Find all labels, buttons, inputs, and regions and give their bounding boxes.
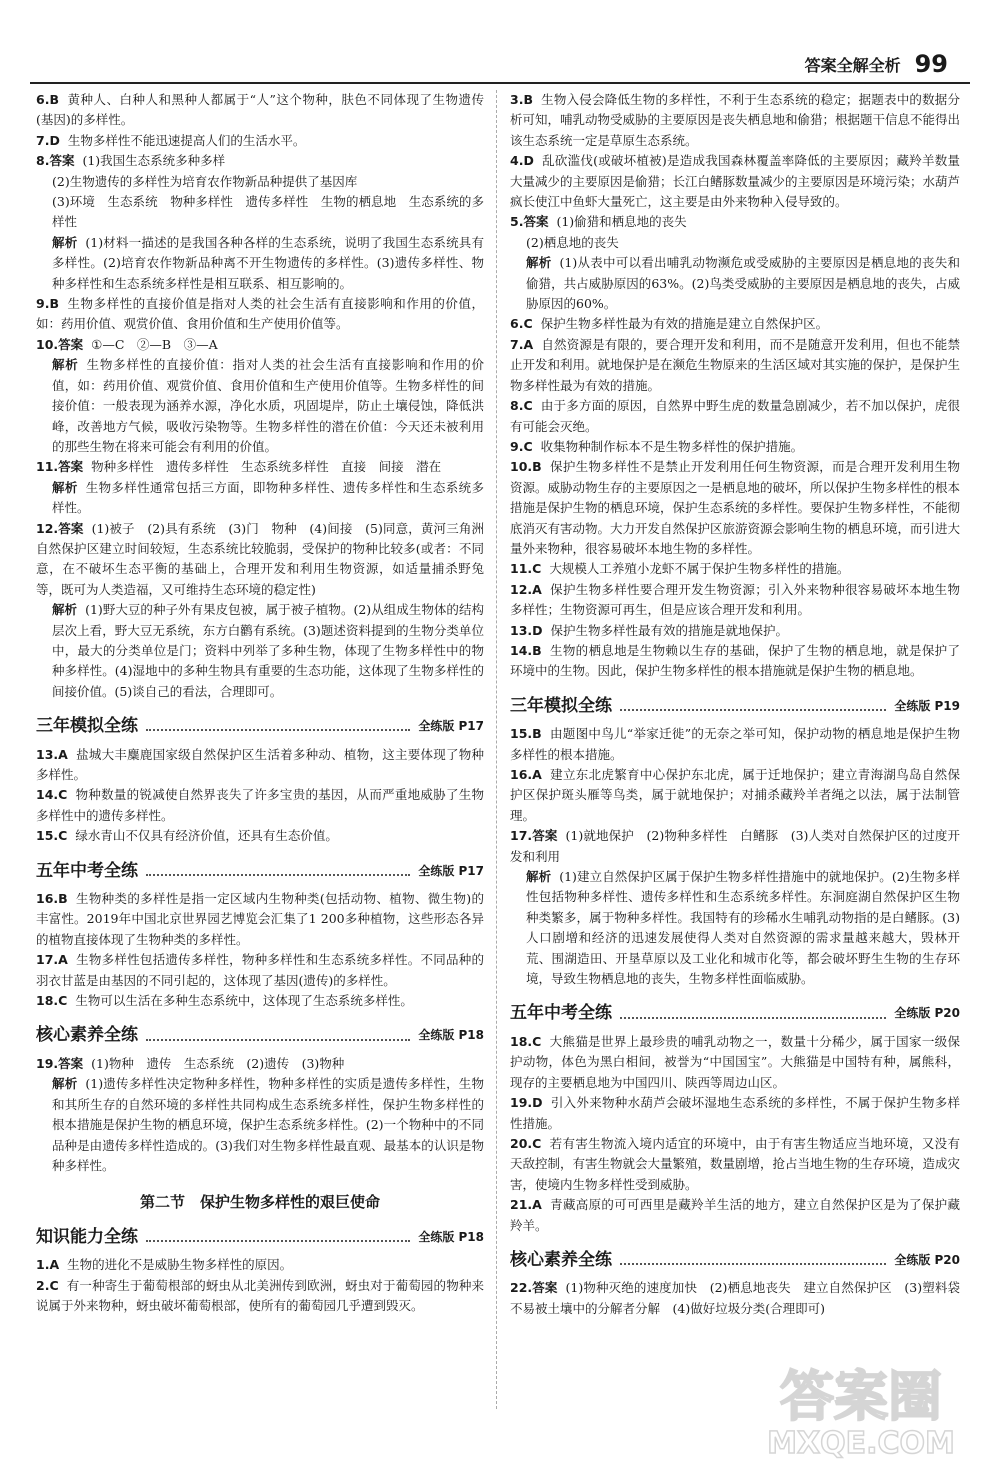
- answer-text: (1)偷猎和栖息地的丧失: [556, 214, 687, 230]
- analysis-text: (1)野大豆的种子外有果皮包被，属于被子植物。(2)从组成生物体的结构层次上看，野大豆无系统，东方白鹳有系统。(3)题述资料提到的生物分类单位中，最大的分类单位是门；资料中列举了多种生物，体现了生物多样性中的物种多样性。(4)湿地中的多种生物具有重要的生态功能，这体现了生物多样性的间接价值。(5)谈自己的看法，合理即可。: [52, 602, 484, 699]
- answer-text: 物种数量的锐减使自然界丧失了许多宝贵的基因，从而严重地威胁了生物多样性中的遗传多样性。: [36, 787, 484, 823]
- answer-text: 绿水青山不仅具有经济价值，还具有生态价值。: [75, 828, 338, 844]
- answer-item: [510, 1278, 960, 1319]
- answer-number: 4.D: [510, 153, 534, 169]
- answer-item: [510, 826, 960, 989]
- answer-number: 11.答案: [36, 459, 84, 475]
- analysis-text: (1)建立自然保护区属于保护生物多样性措施中的就地保护。(2)生物多样性包括物种多样性、遗传多样性和生态系统多样性。东洞庭湖自然保护区生物种类繁多，属于物种多样性。我国特有的珍稀水生哺乳动物指的是白鳍豚。(3)人口剧增和经济的迅速发展使得人类对自然资源的需求量越来越大，毁林开荒、围湖造田、开垦草原以及工业化和城市化等，都会破坏野生生物的生存环境，导致生物栖息地的丧失，生物多样性面临威胁。: [526, 869, 960, 987]
- answer-text: 保护生物多样性不是禁止开发利用任何生物资源，而是合理开发利用生物资源。威胁动物生存的主要原因之一是栖息地的破坏，所以保护生物多样性的根本措施是保护生物的栖息环境，保护生态系统的多样性。要保护生物多样性，不能彻底消灭有害动物。大力开发自然保护区旅游资源会影响生物的栖息环境，而引进大量外来物种，很容易破坏本地生物的多样性。: [510, 459, 961, 556]
- analysis-text: (1)材料一描述的是我国各种各样的生态系统，说明了我国生态系统具有多样性。(2)培育农作物新品种离不开生物遗传的多样性。(3)遗传多样性、物种多样性和生态系统多样性是相互联系、相互影响的。: [52, 234, 484, 291]
- answer-text: (1)就地保护 (2)物种多样性 白鳍豚 (3)人类对自然保护区的过度开发和利用: [510, 828, 960, 864]
- section-ref: 全练版 P20: [894, 1252, 960, 1267]
- left-column: [36, 90, 484, 1409]
- answer-line: [36, 745, 484, 786]
- section-title: 三年模拟全练: [510, 695, 612, 716]
- answer-number: 20.C: [510, 1135, 542, 1151]
- answer-text: 乱砍滥伐(或破坏植被)是造成我国森林覆盖率降低的主要原因；藏羚羊数量大量减少的主要原因是偷猎；长江白鳍豚数量减少的主要原因是环境污染；水葫芦疯长使江中鱼虾大量死亡，这主要是由外来物种入侵导致的。: [510, 153, 961, 210]
- answer-text: 大熊猫是世界上最珍贵的哺乳动物之一，数量十分稀少，属于国家一级保护动物，体色为黑白相间，被誉为“中国国宝”。大熊猫是中国特有种，属熊科，现存的主要栖息地为中国四川、陕西等周边山区。: [510, 1033, 960, 1090]
- answer-text: (1)被子 (2)具有系统 (3)门 物种 (4)间接 (5)同意，黄河三角洲自然保护区建立时间较短，生态系统比较脆弱，受保护的物种比较多(或者：不同意，在不破坏生态平衡的基础上，合理开发和利用生物资源，如适量捕杀野兔等，既可为人类造福，又可维持生态环境的稳定性): [36, 520, 484, 597]
- analysis-label: 解析: [526, 255, 552, 271]
- answer-item: [36, 889, 484, 950]
- answer-line: [510, 151, 960, 212]
- answer-text: 生物入侵会降低生物的多样性，不利于生态系统的稳定；据题表中的数据分析可知，哺乳动物受威胁的主要原因是丧失栖息地和偷猎；根据题干信息不能得出该生态系统一定是草原生态系统。: [510, 92, 961, 148]
- answer-text: 由题图中鸟儿“举家迁徙”的无奈之举可知，保护动物的栖息地是保护生物多样性的根本措施。: [510, 726, 960, 762]
- answer-item: [510, 457, 960, 559]
- answer-line: [36, 1276, 484, 1317]
- column-divider: [496, 90, 497, 1409]
- section-header: [510, 1003, 960, 1023]
- answer-item: [36, 457, 484, 518]
- answer-number: 8.C: [510, 398, 533, 414]
- analysis-line: [36, 1074, 484, 1176]
- answer-text: 保护生物多样性最为有效的措施是建立自然保护区。: [540, 316, 829, 332]
- answer-number: 18.C: [510, 1033, 542, 1049]
- answer-item: [36, 151, 484, 294]
- analysis-text: (1)从表中可以看出哺乳动物濒危或受威胁的主要原因是栖息地的丧失和偷猎，共占威胁原因的63%。(2)鸟类受威胁的主要原因是栖息地的丧失，占威胁原因的60%。: [526, 255, 960, 312]
- answer-text: 生物多样性包括遗传多样性，物种多样性和生态系统多样性。不同品种的羽衣甘蓝是由基因的不同引起的，这体现了基因(遗传)的多样性。: [36, 952, 484, 988]
- answer-text: 自然资源是有限的，要合理开发和利用，而不是随意开发利用，但也不能禁止开发和利用。就地保护是在濒危生物原来的生活区域对其实施的保护，是保护生物多样性最为有效的措施。: [510, 336, 961, 393]
- answer-line: [510, 335, 960, 396]
- answer-line: [510, 1278, 960, 1319]
- answer-text: (1)物种 遗传 生态系统 (2)遗传 (3)物种: [91, 1055, 345, 1071]
- analysis-line: [36, 233, 484, 294]
- answer-line: [36, 991, 484, 1011]
- answer-line: [510, 212, 960, 232]
- answer-number: 1.A: [36, 1257, 60, 1273]
- left-sec1-list: [36, 745, 484, 847]
- right-sec1-list: [510, 724, 960, 989]
- answer-line: [510, 826, 960, 867]
- answer-line: [36, 1255, 484, 1275]
- analysis-label: 解析: [52, 234, 78, 250]
- header-title: 答案全解全析: [804, 56, 901, 75]
- answer-item: [510, 765, 960, 826]
- analysis-line: [36, 355, 484, 457]
- answer-line: [510, 1134, 960, 1195]
- answer-item: [510, 151, 960, 212]
- analysis-label: 解析: [52, 1076, 78, 1092]
- answer-text: 建立东北虎繁育中心保护东北虎，属于迁地保护；建立青海湖鸟岛自然保护区保护斑头雁等鸟类，属于就地保护；对捕杀藏羚羊者绳之以法，属于法制管理。: [510, 767, 960, 823]
- watermark-logo: [746, 1353, 976, 1463]
- answer-number: 12.A: [510, 581, 542, 597]
- section-title: 核心素养全练: [36, 1025, 138, 1046]
- answer-item: [510, 580, 960, 621]
- answer-item: [510, 396, 960, 437]
- left-sec3-list: [36, 1054, 484, 1176]
- section-title: 知识能力全练: [36, 1226, 138, 1247]
- answer-text: (2)栖息地的丧失: [526, 234, 619, 250]
- answer-item: [510, 1195, 960, 1236]
- answer-number: 18.C: [36, 993, 68, 1009]
- answer-number: 5.答案: [510, 214, 549, 230]
- answer-number: 17.A: [36, 952, 68, 968]
- answer-text: 由于多方面的原因，自然界中野生虎的数量急剧减少，若不加以保护，虎很有可能会灭绝。: [510, 398, 960, 434]
- page-number: 99: [914, 50, 948, 78]
- answer-number: 15.C: [36, 828, 68, 844]
- answer-number: 19.D: [510, 1095, 543, 1111]
- answer-text: (1)我国生态系统多种多样: [82, 153, 226, 169]
- answer-item: [36, 991, 484, 1011]
- chapter-title: 第二节 保护生物多样性的艰巨使命: [139, 1193, 380, 1212]
- answer-line: [510, 1032, 960, 1093]
- answer-line: [510, 1195, 960, 1236]
- right-top-list: [510, 90, 960, 682]
- answer-text: 盐城大丰麋鹿国家级自然保护区生活着多种动、植物，这主要体现了物种多样性。: [36, 746, 484, 782]
- analysis-line: [36, 478, 484, 519]
- answer-number: 9.C: [510, 438, 533, 454]
- answer-line: [510, 580, 960, 621]
- answer-number: 7.D: [36, 132, 60, 148]
- analysis-label: 解析: [52, 479, 78, 495]
- answer-line: [36, 172, 484, 192]
- answer-item: [510, 724, 960, 765]
- section-ref: 全练版 P20: [894, 1006, 960, 1021]
- answer-text: (3)环境 生态系统 物种多样性 遗传多样性 生物的栖息地 生态系统的多样性: [52, 194, 484, 230]
- answer-line: [510, 457, 960, 559]
- section-dots: [620, 1255, 886, 1265]
- answer-item: [36, 826, 484, 846]
- answer-text: 大规模人工养殖小龙虾不属于保护生物多样性的措施。: [549, 561, 850, 577]
- analysis-line: [36, 600, 484, 702]
- analysis-label: 解析: [52, 602, 78, 618]
- answer-number: 13.A: [36, 746, 68, 762]
- answer-line: [36, 335, 484, 355]
- answer-item: [36, 519, 484, 703]
- answer-text: 生物种类的多样性是指一定区域内生物种类(包括动物、植物、微生物)的丰富性。2019年中国北京世界园艺博览会汇集了1 200多种植物，这些形态各异的植物直接体现了生物种类的多样性。: [36, 891, 484, 947]
- page-header: [805, 52, 948, 76]
- section-title: 三年模拟全练: [36, 716, 138, 737]
- answer-number: 14.B: [510, 642, 542, 658]
- answer-item: [510, 90, 960, 151]
- section-ref: 全练版 P17: [418, 719, 484, 734]
- section-header: [36, 1025, 484, 1045]
- section-header: [36, 861, 484, 881]
- answer-line: [510, 233, 960, 253]
- answer-line: [36, 457, 484, 477]
- answer-line: [36, 519, 484, 601]
- left-sec2-list: [36, 889, 484, 1011]
- answer-item: [510, 212, 960, 314]
- answer-item: [510, 1093, 960, 1134]
- answer-text: 黄种人、白种人和黑种人都属于“人”这个物种，肤色不同体现了生物遗传(基因)的多样性。: [36, 92, 484, 128]
- answer-line: [510, 641, 960, 682]
- answer-line: [36, 90, 484, 131]
- left-sec4-list: [36, 1255, 484, 1316]
- answer-number: 15.B: [510, 726, 542, 742]
- answer-line: [510, 559, 960, 579]
- analysis-line: [510, 867, 960, 989]
- answer-line: [510, 437, 960, 457]
- answer-text: 青藏高原的可可西里是藏羚羊生活的地方，建立自然保护区是为了保护藏羚羊。: [510, 1197, 960, 1233]
- answer-text: 引入外来物种水葫芦会破坏湿地生态系统的多样性，不属于保护生物多样性措施。: [510, 1095, 960, 1131]
- answer-item: [510, 335, 960, 396]
- answer-number: 9.B: [36, 296, 59, 312]
- answer-number: 6.C: [510, 316, 533, 332]
- answer-number: 3.B: [510, 92, 533, 107]
- answer-line: [510, 314, 960, 334]
- analysis-line: [510, 253, 960, 314]
- answer-item: [36, 950, 484, 991]
- answer-line: [36, 826, 484, 846]
- left-top-list: [36, 90, 484, 702]
- section-header: [36, 716, 484, 736]
- answer-text: 生物的栖息地是生物赖以生存的基础，保护了生物的栖息地，就是保护了环境中的生物。因此，保护生物多样性的根本措施就是保护生物的栖息地。: [510, 642, 960, 679]
- analysis-text: (1)遗传多样性决定物种多样性，物种多样性的实质是遗传多样性，生物和其所生存的自然环境的多样性共同构成生态系统多样性，保护生物多样性的根本措施是保护生物的栖息环境，保护生态系统多样性。(2)一个物种中的不同品种是由遗传多样性造成的。(3)我们对生物多样性最直观、最基本的认识是物种多样性。: [52, 1076, 484, 1173]
- answer-item: [36, 335, 484, 457]
- answer-item: [510, 1032, 960, 1093]
- answer-item: [510, 559, 960, 579]
- answer-line: [36, 950, 484, 991]
- answer-line: [36, 1054, 484, 1074]
- answer-number: 14.C: [36, 787, 68, 803]
- answer-number: 16.A: [510, 767, 542, 782]
- right-sec2-list: [510, 1032, 960, 1236]
- answer-line: [36, 889, 484, 950]
- section-title: 核心素养全练: [510, 1249, 612, 1270]
- answer-number: 7.A: [510, 336, 534, 352]
- answer-text: 生物多样性不能迅速提高人们的生活水平。: [67, 132, 306, 148]
- section-dots: [146, 1031, 410, 1041]
- answer-item: [36, 1255, 484, 1275]
- answer-number: 12.答案: [36, 520, 84, 536]
- answer-text: 有一种寄生于葡萄根部的蚜虫从北美洲传到欧洲，蚜虫对于葡萄园的物种来说属于外来物种，蚜虫破坏葡萄根部，使所有的葡萄园几乎遭到毁灭。: [36, 1277, 484, 1313]
- section-dots: [146, 721, 410, 731]
- answer-number: 8.答案: [36, 153, 75, 169]
- section-ref: 全练版 P18: [418, 1229, 484, 1244]
- section-header: [510, 696, 960, 716]
- answer-text: 生物可以生活在多种生态系统中，这体现了生态系统多样性。: [75, 993, 413, 1009]
- answer-number: 11.C: [510, 561, 542, 577]
- answer-number: 13.D: [510, 622, 543, 638]
- answer-line: [36, 294, 484, 335]
- section-title: 五年中考全练: [36, 860, 138, 881]
- answer-text: 生物多样性的直接价值是指对人类的社会生活有直接影响和作用的价值，如：药用价值、观赏价值、食用价值和生产使用价值等。: [36, 296, 484, 332]
- answer-number: 6.B: [36, 92, 59, 107]
- answer-number: 10.答案: [36, 336, 84, 352]
- analysis-label: 解析: [52, 357, 79, 373]
- section-dots: [146, 866, 410, 876]
- answer-text: 若有害生物流入境内适宜的环境中，由于有害生物适应当地环境，又没有天敌控制，有害生物就会大量繁殖，数量剧增，抢占当地生物的生存环境，造成灾害，使境内生物多样性受到威胁。: [510, 1135, 961, 1192]
- section-header: [36, 1227, 484, 1247]
- right-column: [510, 90, 960, 1409]
- answer-line: [36, 131, 484, 151]
- answer-item: [36, 1276, 484, 1317]
- answer-text: ①—C ②—B ③—A: [91, 336, 218, 352]
- section-ref: 全练版 P19: [894, 698, 960, 713]
- section-dots: [146, 1232, 410, 1242]
- answer-number: 16.B: [36, 891, 68, 907]
- watermark-url: MXQE.COM: [767, 1426, 955, 1461]
- answer-item: [36, 90, 484, 131]
- answer-line: [510, 765, 960, 826]
- answer-item: [510, 641, 960, 682]
- answer-text: 保护生物多样性最有效的措施是就地保护。: [550, 622, 789, 638]
- answer-text: 收集物种制作标本不是生物多样性的保护措施。: [540, 438, 804, 454]
- answer-item: [510, 437, 960, 457]
- answer-item: [36, 131, 484, 151]
- analysis-label: 解析: [526, 869, 552, 885]
- answer-text: 物种多样性 遗传多样性 生态系统多样性 直接 间接 潜在: [91, 459, 442, 475]
- answer-item: [36, 1054, 484, 1176]
- answer-item: [36, 294, 484, 335]
- answer-line: [510, 621, 960, 641]
- answer-text: (2)生物遗传的多样性为培育农作物新品种提供了基因库: [52, 173, 358, 189]
- right-sec3-list: [510, 1278, 960, 1319]
- answer-item: [510, 1134, 960, 1195]
- answer-line: [510, 1093, 960, 1134]
- header-rule: [30, 82, 970, 84]
- answer-text: 生物的进化不是威胁生物多样性的原因。: [67, 1257, 293, 1273]
- answer-line: [510, 90, 960, 151]
- answer-number: 10.B: [510, 459, 542, 475]
- analysis-text: 生物多样性通常包括三方面，即物种多样性、遗传多样性和生态系统多样性。: [52, 479, 484, 516]
- analysis-text: 生物多样性的直接价值：指对人类的社会生活有直接影响和作用的价值，如：药用价值、观赏价值、食用价值和生产使用价值等。生物多样性的间接价值：一般表现为涵养水源，净化水质，巩固堤岸，防止土壤侵蚀，降低洪峰，改善地方气候，吸收污染物等。生物多样性的潜在价值：今天还未被利用的那些生物在将来可能会有利用的价值。: [52, 357, 484, 454]
- section-ref: 全练版 P18: [418, 1028, 484, 1043]
- section-dots: [620, 1009, 886, 1019]
- section-dots: [620, 701, 886, 711]
- answer-line: [36, 151, 484, 171]
- answer-text: (1)物种灭绝的速度加快 (2)栖息地丧失 建立自然保护区 (3)塑料袋不易被土壤中的分解者分解 (4)做好垃圾分类(合理即可): [510, 1280, 960, 1316]
- answer-text: 保护生物多样性要合理开发生物资源；引入外来物种很容易破坏本地生物多样性；生物资源可再生，但是应该合理开发和利用。: [510, 581, 960, 618]
- answer-line: [510, 396, 960, 437]
- section-header: [510, 1250, 960, 1270]
- answer-item: [36, 785, 484, 826]
- answer-item: [510, 314, 960, 334]
- section-ref: 全练版 P17: [418, 863, 484, 878]
- section-title: 五年中考全练: [510, 1003, 612, 1024]
- answer-line: [36, 785, 484, 826]
- answer-line: [510, 724, 960, 765]
- answer-number: 19.答案: [36, 1055, 84, 1071]
- answer-item: [510, 621, 960, 641]
- answer-line: [36, 192, 484, 233]
- answer-number: 2.C: [36, 1277, 59, 1293]
- answer-number: 22.答案: [510, 1280, 558, 1296]
- answer-number: 17.答案: [510, 828, 558, 844]
- answer-item: [36, 745, 484, 786]
- answer-number: 21.A: [510, 1197, 542, 1213]
- watermark-text: 答案圈: [780, 1365, 942, 1428]
